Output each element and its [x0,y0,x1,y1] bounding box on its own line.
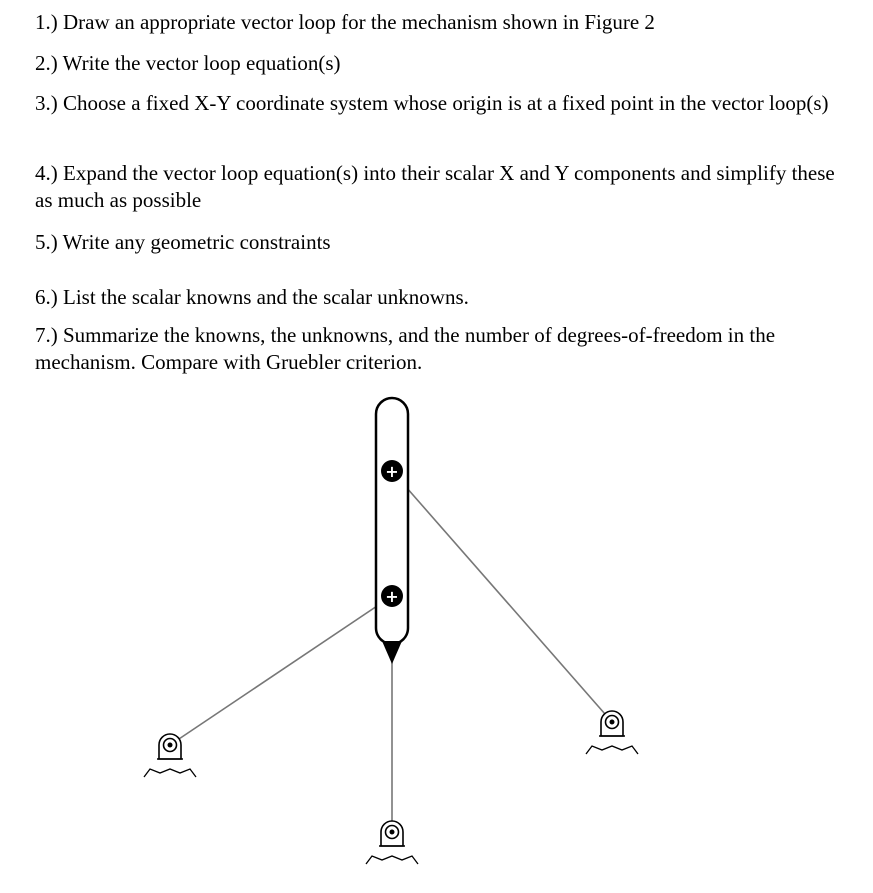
right-ground-pivot [586,711,638,754]
upper-pin-symbol: + [385,462,399,481]
instruction-3: 3.) Choose a fixed X-Y coordinate system whose origin is at a fixed point in the vector loop(s) [35,91,829,115]
ground-hatch-icon [144,769,196,777]
instruction-7: 7.) Summarize the knowns, the unknowns, and the number of degrees-of-freedom in the mechanism. Compare with Gruebler criterion. [35,323,776,374]
right-link [392,471,612,722]
vertical-body [376,398,408,644]
left-ground-pivot [144,734,196,777]
instruction-6: 6.) List the scalar knowns and the scalar unknowns. [35,285,469,309]
ground-hatch-icon [586,746,638,754]
upper-pin [381,460,403,482]
instruction-2: 2.) Write the vector loop equation(s) [35,51,341,75]
instruction-4: 4.) Expand the vector loop equation(s) into their scalar X and Y components and simplify these as much as possible [35,161,835,212]
instruction-1: 1.) Draw an appropriate vector loop for the mechanism shown in Figure 2 [35,10,655,34]
bottom-ground-pivot [366,821,418,864]
body-tip-marker [382,641,402,664]
ground-hatch-icon [366,856,418,864]
lower-pin [381,585,403,607]
left-link [170,596,392,745]
lower-pin-symbol: + [385,587,399,606]
instruction-5: 5.) Write any geometric constraints [35,230,331,254]
